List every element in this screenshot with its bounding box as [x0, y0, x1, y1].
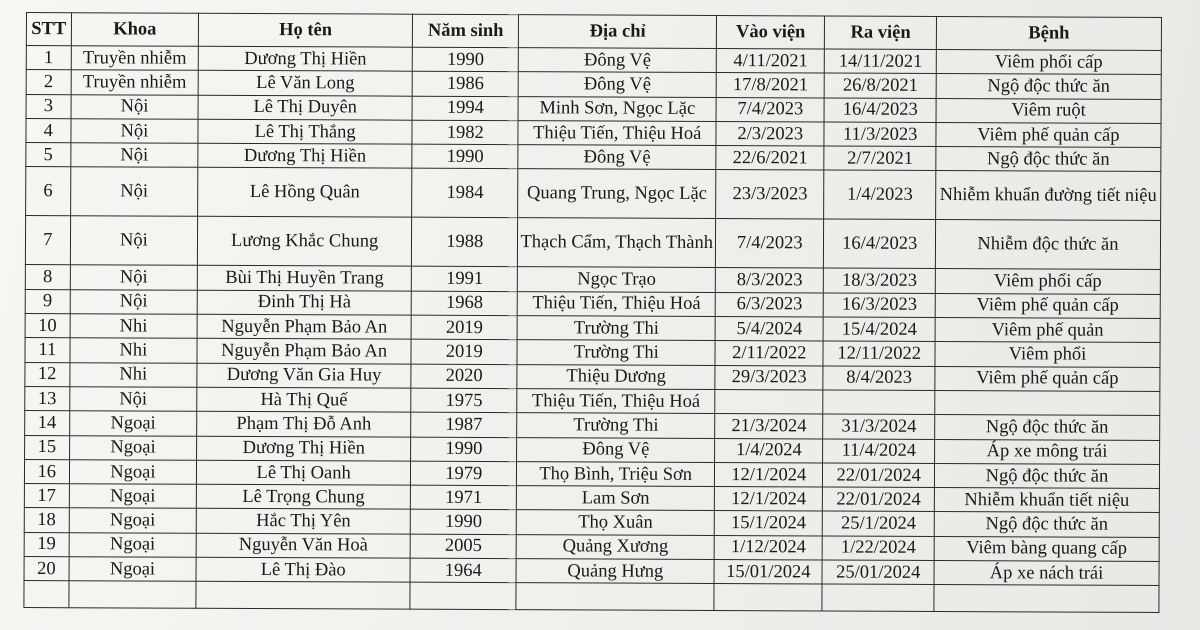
cell-admission-date: 17/8/2021: [716, 73, 825, 98]
cell-name: Nguyễn Văn Hoà: [196, 533, 410, 558]
cell-stt: 19: [24, 532, 69, 556]
cell-stt: 2: [26, 70, 71, 94]
cell-address: Minh Sơn, Ngọc Lặc: [518, 96, 716, 121]
cell-birth-year: 1990: [412, 144, 518, 169]
cell-admission-date: 4/11/2021: [716, 49, 825, 74]
cell-discharge-date: 16/4/2023: [824, 219, 936, 268]
cell-discharge-date: 25/1/2024: [823, 511, 935, 536]
cell-birth-year: 1994: [412, 96, 518, 121]
cell-discharge-date: 11/3/2023: [824, 122, 936, 147]
empty-cell: [196, 582, 410, 610]
cell-address: Thiệu Tiến, Thiệu Hoá: [517, 389, 715, 414]
cell-address: Ngọc Trạo: [518, 267, 716, 292]
cell-stt: 6: [26, 167, 71, 216]
cell-admission-date: 21/3/2024: [715, 414, 824, 439]
cell-department: Nhi: [69, 362, 197, 387]
cell-admission-date: 12/1/2024: [714, 487, 823, 512]
empty-cell: [934, 585, 1159, 613]
cell-name: Hà Thị Quế: [197, 387, 411, 412]
cell-discharge-date: 12/11/2022: [823, 341, 935, 366]
header-address: Địa chỉ: [519, 15, 717, 49]
cell-department: Ngoại: [69, 557, 197, 582]
cell-address: Thạch Cẩm, Thạch Thành: [518, 218, 716, 268]
cell-disease: Nhiễm khuẩn tiết niệu: [934, 488, 1159, 513]
cell-name: Lê Văn Long: [198, 71, 412, 96]
cell-department: Nội: [69, 387, 197, 412]
cell-department: Ngoại: [69, 411, 197, 436]
cell-disease: Ngộ độc thức ăn: [934, 463, 1159, 488]
cell-disease: Viêm phổi: [935, 342, 1160, 367]
cell-address: Thọ Bình, Triệu Sơn: [517, 462, 715, 487]
cell-discharge-date: 14/11/2021: [825, 49, 937, 74]
empty-cell: [516, 583, 714, 611]
table-header-row: [26, 13, 1161, 51]
cell-admission-date: 23/3/2023: [716, 170, 825, 219]
cell-admission-date: 1/12/2024: [714, 535, 823, 560]
cell-disease: Viêm bàng quang cấp: [934, 536, 1159, 561]
cell-disease: Áp xe mông trái: [934, 439, 1159, 464]
cell-address: Thọ Xuân: [517, 510, 715, 535]
cell-disease: Viêm phổi cấp: [936, 49, 1161, 74]
cell-discharge-date: [823, 390, 935, 415]
cell-department: Ngoại: [69, 460, 197, 485]
cell-stt: 15: [25, 435, 70, 459]
cell-address: Quảng Xương: [517, 534, 715, 559]
cell-stt: 18: [24, 508, 69, 532]
cell-birth-year: 2005: [410, 534, 516, 559]
cell-discharge-date: 1/4/2023: [824, 170, 936, 219]
header-disease: Bệnh: [936, 16, 1161, 50]
cell-address: Thiệu Dương: [517, 364, 715, 389]
cell-admission-date: 22/6/2021: [716, 146, 825, 171]
cell-discharge-date: 26/8/2021: [825, 73, 937, 98]
cell-admission-date: 7/4/2023: [716, 97, 825, 122]
cell-department: Nội: [70, 265, 198, 290]
cell-disease: Ngộ độc thức ăn: [934, 512, 1159, 537]
cell-department: Ngoại: [69, 532, 197, 557]
cell-stt: 4: [26, 118, 71, 142]
cell-birth-year: 1975: [411, 388, 517, 413]
cell-stt: 20: [24, 557, 69, 581]
cell-discharge-date: 22/01/2024: [823, 463, 935, 488]
header-name: Họ tên: [199, 13, 413, 47]
cell-discharge-date: 31/3/2024: [823, 414, 935, 439]
cell-name: Bùi Thị Huyền Trang: [198, 266, 412, 291]
empty-cell: [24, 581, 69, 608]
empty-cell: [822, 584, 934, 611]
cell-disease: Nhiễm khuẩn đường tiết niệu: [936, 171, 1161, 221]
cell-birth-year: 1968: [411, 291, 517, 316]
cell-admission-date: 2/11/2022: [715, 341, 824, 366]
empty-cell: [714, 584, 823, 611]
cell-department: Nhi: [70, 338, 198, 363]
cell-disease: Ngộ độc thức ăn: [936, 147, 1161, 172]
cell-discharge-date: 25/01/2024: [822, 560, 934, 585]
cell-disease: Viêm phế quản cấp: [935, 366, 1160, 391]
cell-name: Nguyễn Phạm Bảo An: [197, 314, 411, 339]
cell-birth-year: 1990: [412, 47, 518, 72]
cell-discharge-date: 16/4/2023: [825, 98, 937, 123]
cell-discharge-date: 18/3/2023: [824, 268, 936, 293]
header-admission: Vào viện: [716, 16, 825, 49]
cell-address: Đông Vệ: [517, 437, 715, 462]
table-body: [24, 46, 1161, 613]
cell-discharge-date: 1/22/2024: [823, 536, 935, 561]
cell-department: Truyền nhiễm: [71, 70, 199, 95]
empty-cell: [68, 581, 196, 609]
cell-name: Đinh Thị Hà: [197, 290, 411, 315]
cell-birth-year: 1988: [411, 218, 518, 267]
cell-discharge-date: 15/4/2024: [824, 317, 936, 342]
cell-admission-date: 15/01/2024: [714, 560, 823, 585]
cell-admission-date: 2/3/2023: [716, 121, 825, 146]
cell-address: Trường Thi: [517, 340, 715, 365]
cell-department: Ngoại: [69, 508, 197, 533]
cell-stt: 13: [25, 386, 70, 410]
cell-admission-date: 6/3/2023: [715, 292, 824, 317]
cell-department: Nội: [70, 167, 198, 217]
empty-cell: [410, 583, 517, 610]
cell-birth-year: 1990: [411, 437, 517, 462]
cell-disease: Áp xe nách trái: [934, 561, 1159, 586]
cell-disease: Ngộ độc thức ăn: [936, 74, 1161, 99]
cell-disease: Viêm ruột: [936, 98, 1161, 123]
cell-stt: 11: [25, 338, 70, 362]
cell-address: Quang Trung, Ngọc Lặc: [518, 169, 716, 219]
cell-admission-date: 5/4/2024: [715, 317, 824, 342]
patient-table: [23, 12, 1162, 613]
cell-address: Trường Thi: [517, 413, 715, 438]
cell-birth-year: 1971: [410, 485, 516, 510]
cell-disease: Viêm phế quản cấp: [936, 122, 1161, 147]
cell-discharge-date: 8/4/2023: [823, 366, 935, 391]
cell-admission-date: [715, 389, 824, 414]
header-year: Năm sinh: [412, 14, 519, 47]
header-discharge: Ra viện: [825, 16, 937, 49]
cell-stt: 12: [25, 362, 70, 386]
cell-department: Nội: [71, 94, 199, 119]
cell-stt: 17: [24, 484, 69, 508]
cell-name: Lê Thị Thắng: [198, 119, 412, 144]
cell-stt: 14: [25, 411, 70, 435]
cell-birth-year: 1964: [410, 558, 516, 583]
cell-discharge-date: 22/01/2024: [823, 487, 935, 512]
cell-admission-date: 15/1/2024: [714, 511, 823, 536]
header-stt: STT: [26, 13, 71, 46]
cell-discharge-date: 2/7/2021: [824, 146, 936, 171]
cell-stt: 8: [25, 265, 70, 289]
cell-department: Nội: [70, 216, 198, 266]
cell-admission-date: 29/3/2023: [715, 365, 824, 390]
cell-birth-year: 1982: [412, 120, 518, 145]
cell-name: Dương Văn Gia Huy: [197, 363, 411, 388]
cell-address: Lam Sơn: [517, 486, 715, 511]
header-khoa: Khoa: [71, 13, 199, 47]
cell-admission-date: 7/4/2023: [715, 219, 824, 268]
cell-admission-date: 1/4/2024: [715, 438, 824, 463]
cell-name: Phạm Thị Đỗ Anh: [197, 412, 411, 437]
cell-address: Đông Vệ: [518, 145, 716, 170]
table-row: [25, 216, 1160, 270]
cell-department: Nội: [71, 119, 199, 144]
cell-address: Thiệu Tiến, Thiệu Hoá: [518, 121, 716, 146]
cell-department: Truyền nhiễm: [71, 46, 199, 71]
cell-birth-year: 2020: [411, 364, 517, 389]
cell-birth-year: 1991: [411, 267, 517, 292]
cell-name: Lương Khắc Chung: [198, 217, 412, 267]
cell-birth-year: 1987: [411, 412, 517, 437]
cell-department: Ngoại: [69, 484, 197, 509]
cell-disease: Viêm phế quản cấp: [935, 293, 1160, 318]
cell-discharge-date: 16/3/2023: [824, 293, 936, 318]
cell-address: Quảng Hưng: [516, 559, 714, 584]
cell-address: Đông Vệ: [519, 72, 717, 97]
cell-name: Dương Thị Hiền: [198, 143, 412, 168]
cell-name: Lê Thị Duyên: [198, 95, 412, 120]
cell-disease: Nhiễm độc thức ăn: [935, 220, 1160, 270]
cell-disease: [935, 390, 1160, 415]
cell-department: Ngoại: [69, 435, 197, 460]
cell-department: Nội: [70, 143, 198, 168]
cell-stt: 9: [25, 289, 70, 313]
table-row: [26, 167, 1161, 221]
cell-birth-year: 2019: [411, 315, 517, 340]
cell-disease: Ngộ độc thức ăn: [935, 415, 1160, 440]
cell-admission-date: 12/1/2024: [714, 462, 823, 487]
cell-name: Lê Thị Đào: [196, 557, 410, 582]
cell-stt: 10: [25, 314, 70, 338]
cell-name: Lê Thị Oanh: [197, 460, 411, 485]
cell-disease: Viêm phế quản: [935, 318, 1160, 343]
cell-stt: 3: [26, 94, 71, 118]
cell-name: Lê Hồng Quân: [198, 168, 412, 218]
cell-department: Nội: [70, 289, 198, 314]
cell-birth-year: 2019: [411, 340, 517, 365]
cell-birth-year: 1986: [412, 71, 518, 96]
cell-birth-year: 1984: [412, 169, 519, 218]
cell-birth-year: 1990: [410, 510, 516, 535]
cell-discharge-date: 11/4/2024: [823, 439, 935, 464]
cell-stt: 7: [25, 216, 70, 265]
cell-name: Nguyễn Phạm Bảo An: [197, 339, 411, 364]
cell-admission-date: 8/3/2023: [715, 268, 824, 293]
cell-birth-year: 1979: [411, 461, 517, 486]
cell-stt: 1: [26, 46, 71, 70]
cell-address: Đông Vệ: [519, 48, 717, 73]
cell-stt: 16: [24, 459, 69, 483]
empty-row: [24, 581, 1159, 613]
cell-name: Lê Trọng Chung: [197, 484, 411, 509]
cell-name: Hắc Thị Yên: [196, 509, 410, 534]
cell-name: Dương Thị Hiền: [197, 436, 411, 461]
cell-stt: 5: [26, 143, 71, 167]
cell-address: Thiệu Tiến, Thiệu Hoá: [518, 291, 716, 316]
cell-department: Nhi: [70, 314, 198, 339]
cell-name: Dương Thị Hiền: [198, 46, 412, 71]
cell-disease: Viêm phổi cấp: [935, 269, 1160, 294]
cell-address: Trường Thi: [518, 316, 716, 341]
